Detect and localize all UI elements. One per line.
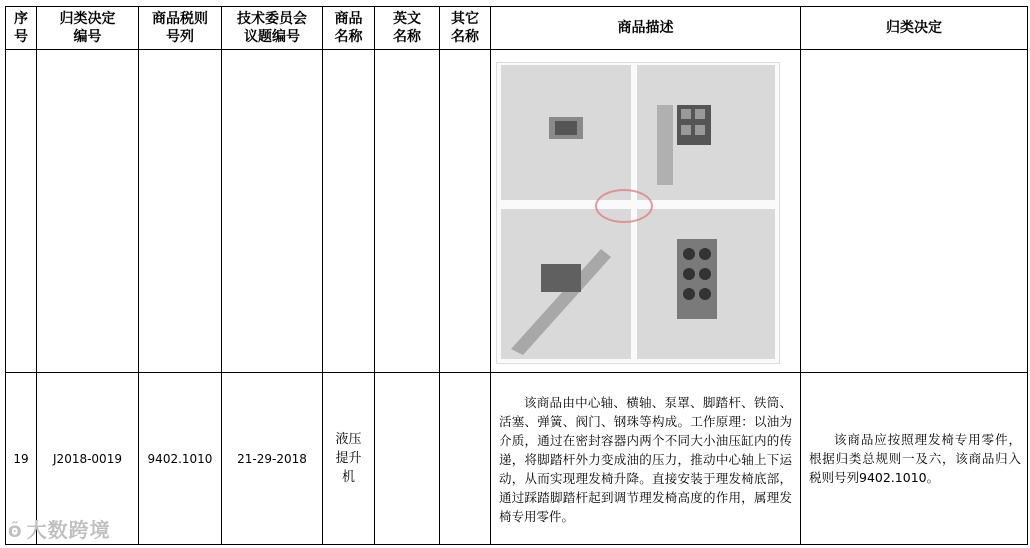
- header-tariff: 商品税则号列: [139, 7, 222, 50]
- cell-english: [375, 373, 440, 545]
- product-photo-3: [501, 209, 631, 359]
- product-photo-sheet: [496, 62, 780, 364]
- cell-other: [440, 373, 491, 545]
- photo-row: [6, 50, 1028, 373]
- cell-seq: 19: [6, 373, 37, 545]
- product-photo-4: [637, 209, 775, 359]
- cell-code: J2018-0019: [37, 373, 139, 545]
- header-code: 归类决定编号: [37, 7, 139, 50]
- cell-committee: 21-29-2018: [222, 373, 323, 545]
- watermark: ʘ̃ 大数跨境: [8, 518, 111, 542]
- header-english: 英文名称: [375, 7, 440, 50]
- header-decision: 归类决定: [801, 7, 1028, 50]
- header-desc: 商品描述: [491, 7, 801, 50]
- product-photo-2: [637, 65, 775, 200]
- header-row: [6, 7, 1028, 50]
- cell-desc: 该商品由中心轴、横轴、泵罩、脚踏杆、铁筒、活塞、弹簧、阀门、钢珠等构成。工作原理：以油为介质，通过在密封容器内两个不同大小油压缸内的传递，将脚踏杆外力变成油的压力，推动中心轴上下运动，从而实现理发椅升降。直接安装于理发椅底部，通过踩踏脚踏杆起到调节理发椅高度的作用，属理发椅专用零件。: [491, 373, 801, 545]
- header-committee: 技术委员会议题编号: [222, 7, 323, 50]
- cell-tariff: 9402.1010: [139, 373, 222, 545]
- header-seq: 序号: [6, 7, 37, 50]
- classification-table: [5, 6, 1028, 545]
- header-name: 商品名称: [323, 7, 375, 50]
- table-row: [6, 373, 1028, 545]
- cell-decision: 该商品应按照理发椅专用零件，根据归类总规则一及六，该商品归入税则号列9402.1010。: [801, 373, 1028, 545]
- weibo-icon: ʘ̃: [8, 522, 23, 541]
- product-photo-1: [501, 65, 631, 200]
- header-other: 其它名称: [440, 7, 491, 50]
- cell-name: 液压提升机: [323, 373, 375, 545]
- red-seal-stamp: [595, 189, 653, 223]
